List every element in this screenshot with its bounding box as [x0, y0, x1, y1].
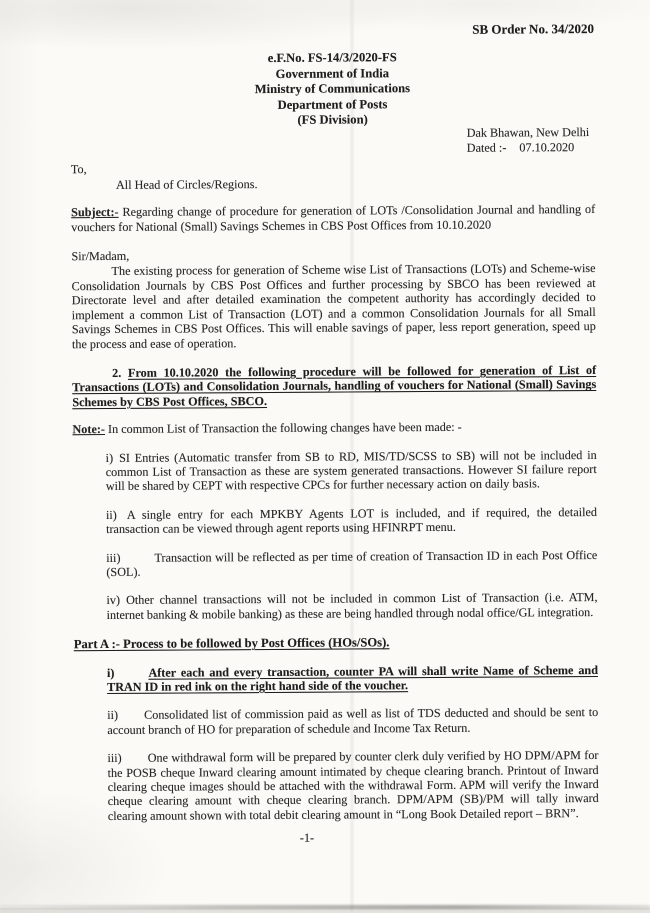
file-number: e.F.No. FS-14/3/2020-FS: [267, 50, 397, 66]
intro-paragraph: The existing process for generation of Scheme wise List of Transactions (LOTs) and Scheme-wise Consolidation Journals by CBS Post Offices and further processing by SBCO has been reviewed at Directorate level and after detailed examination the competent authority has accordingly decided to implement a common List of Transaction (LOT) and a common Consolidation Journals for all Small Savings Schemes in CBS Post Offices. This will enable savings of paper, less report generation, speed up the process and ease of operation.: [71, 261, 596, 351]
paragraph-2-number: 2.: [112, 365, 122, 380]
to-label: To,: [70, 162, 87, 177]
org-line-division: (FS Division): [297, 112, 368, 127]
place-line: Dak Bhawan, New Delhi: [466, 125, 590, 141]
letterhead: [70, 49, 594, 129]
part-a-item-iii-number: iii): [107, 751, 122, 766]
org-line-department: Department of Posts: [277, 96, 388, 112]
paragraph-2: [72, 363, 596, 409]
part-a-item-ii-text: Consolidated list of commission paid as well as list of TDS deducted and should be sent to account branch of HO for preparation of schedule and Income Tax Return.: [107, 705, 599, 737]
part-a-item-i: [107, 663, 598, 695]
note-item-iii-text: Transaction will be reflected as per time of creation of Transaction ID in each Post Office (SOL).: [106, 547, 598, 579]
note-item-ii-text: A single entry for each MPKBY Agents LOT is included, and if required, the detailed transaction can be viewed through agent reports using HFINRPT menu.: [106, 504, 598, 537]
paragraph-2-text: From 10.10.2020 the following procedure will be followed for generation of List of Transactions (LOTs) and Consolidation Journals, handling of vouchers for National (Small) Savings Schemes by CBS Post Offices, SBCO.: [72, 362, 597, 409]
note-item-iii-number: iii): [106, 550, 121, 565]
part-a-item-iii: [107, 748, 598, 823]
part-a-item-i-number: i): [106, 665, 115, 680]
subject-line: [71, 202, 595, 234]
date-line: [467, 140, 595, 156]
letter-content: [70, 22, 599, 847]
note-item-iv: [106, 590, 597, 622]
part-a-heading: Part A :- Process to be followed by Post Offices (HOs/SOs).: [73, 635, 390, 652]
date-label: Dated :-: [466, 140, 507, 156]
scan-bottom-edge: [0, 905, 650, 909]
subject-label: Subject:-: [71, 205, 119, 220]
order-number: SB Order No. 34/2020: [472, 21, 595, 37]
org-line-government: Government of India: [275, 66, 390, 81]
note-item-ii-number: ii): [105, 507, 117, 522]
note-line: [72, 419, 596, 437]
part-a-item-ii: [107, 705, 598, 737]
part-a-item-i-text: After each and every transaction, counter PA will shall write Name of Scheme and TRAN ID in red ink on the right hand side of the voucher.: [107, 662, 598, 694]
page-number: -1-: [299, 830, 315, 846]
subject-text: Regarding change of procedure for generation of LOTs /Consolidation Journal and handling of vouchers for National (Small) Savings Schemes in CBS Post Offices from 10.10.2020: [71, 202, 596, 234]
note-label: Note:-: [72, 422, 106, 437]
salutation: Sir/Madam,: [71, 248, 130, 264]
note-item-i: [106, 448, 597, 494]
note-item-ii: [106, 505, 597, 537]
note-item-iv-text: Other channel transactions will not be included in common List of Transaction (i.e. ATM, internet banking & mobile banking) as these are being handled through nodal office/GL integration.: [106, 590, 598, 622]
note-item-i-text: SI Entries (Automatic transfer from SB to RD, MIS/TD/SCSS to SB) will not be included in common List of Transaction as these are system generated transactions. However SI failure report will be shared by CEPT with respective CPCs for further necessary action on daily basis.: [105, 447, 597, 494]
addressee: All Head of Circles/Regions.: [115, 176, 258, 192]
note-item-i-number: i): [105, 450, 114, 465]
date-value: 07.10.2020: [519, 140, 575, 155]
org-line-ministry: Ministry of Communications: [254, 81, 411, 97]
place-date-block: [467, 125, 595, 156]
part-a-item-iii-text: One withdrawal form will be prepared by counter clerk duly verified by HO DPM/APM for the POSB cheque Inward clearing amount intimated by cheque clearing branch. Printout of Inward clearing cheque images should be attached with the withdrawal Form. APM will verify the Inward cheque clearing amount with cheque clearing branch. DPM/APM (SB)/PM will tally inward clearing amount shown with total debit clearing amount in “Long Book Detailed report – BRN”.: [107, 748, 599, 823]
part-a-item-ii-number: ii): [107, 708, 119, 723]
note-item-iii: [106, 548, 597, 580]
note-item-iv-number: iv): [106, 593, 121, 608]
note-intro-text: In common List of Transaction the following changes have been made: -: [107, 419, 462, 437]
